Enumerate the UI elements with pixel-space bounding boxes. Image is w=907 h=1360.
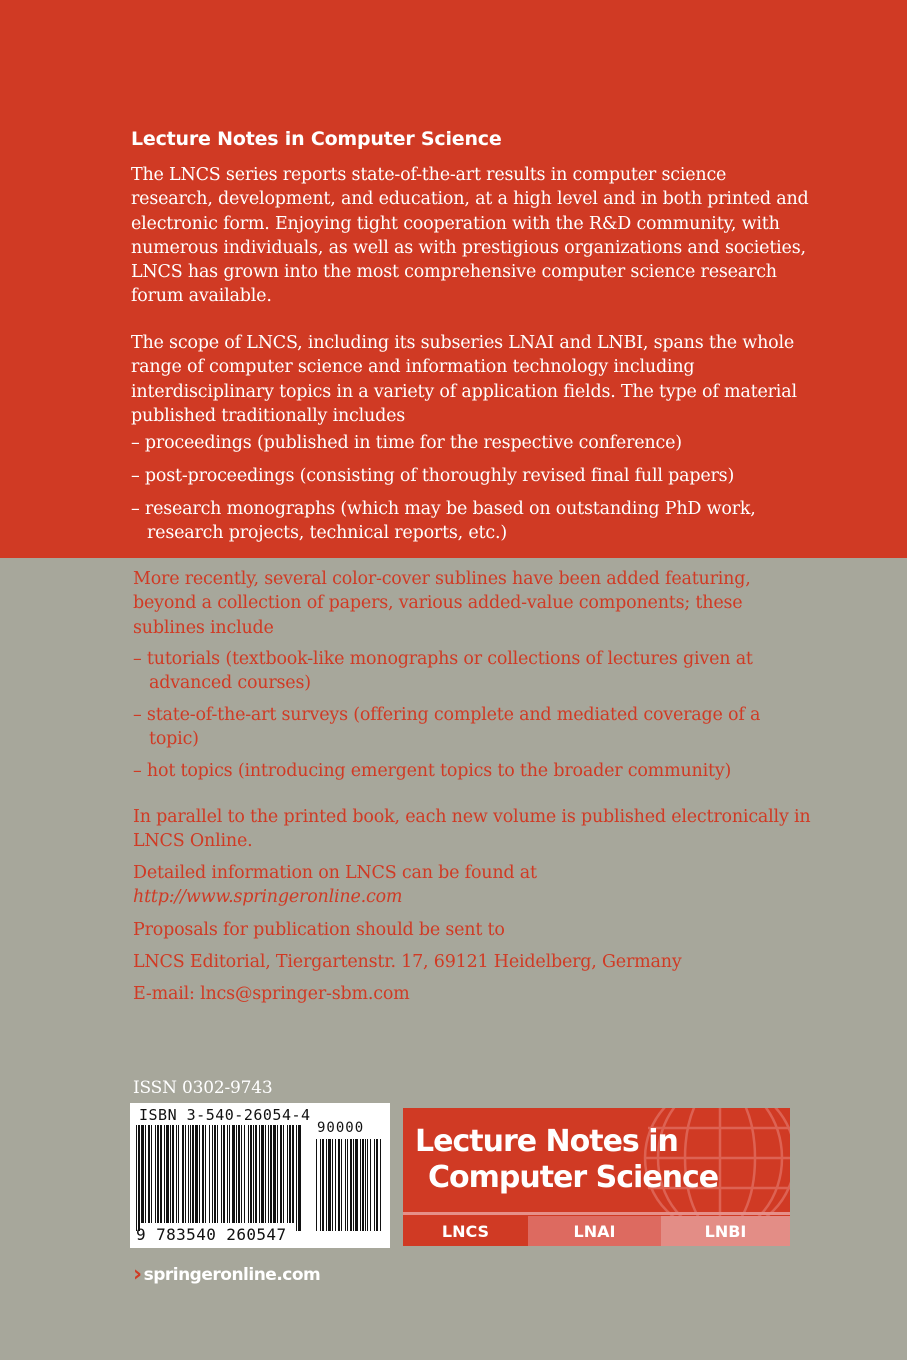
barcode-bar (209, 1125, 210, 1223)
email-line: E-mail: lncs@springer-sbm.com (133, 984, 410, 1004)
barcode-bar (374, 1139, 375, 1231)
ean-digits: 9 783540 260547 (136, 1225, 287, 1244)
editorial-address: LNCS Editorial, Tiergartenstr. 17, 69121 Heidelberg, Germany (133, 952, 682, 972)
tab-lnai: LNAI (528, 1216, 661, 1246)
barcode-bar (316, 1139, 317, 1231)
barcode-bar (141, 1125, 144, 1223)
lncs-logo (403, 1108, 790, 1246)
series-heading: Lecture Notes in Computer Science (131, 128, 502, 150)
barcode-bar (176, 1125, 177, 1223)
barcode-bar (320, 1139, 321, 1231)
barcode-bar (205, 1125, 206, 1223)
barcode-bar (248, 1125, 249, 1223)
barcode-bar (217, 1125, 218, 1223)
barcode-bar (259, 1125, 260, 1223)
logo-line-2: Computer Science (428, 1160, 719, 1195)
chevron-right-icon: › (133, 1262, 142, 1287)
barcode-bar (190, 1125, 191, 1223)
publisher-site[interactable] (133, 1262, 320, 1287)
barcode-bar (280, 1125, 282, 1223)
barcode-bar (253, 1125, 254, 1223)
barcode-bar (261, 1125, 264, 1223)
list-item: – proceedings (published in time for the respective conference) (131, 433, 682, 453)
info-line: Detailed information on LNCS can be found at (133, 863, 537, 883)
online-paragraph: In parallel to the printed book, each new volume is published electronically in LNCS Online. (133, 807, 811, 852)
barcode-bar (241, 1125, 242, 1223)
barcode-bar (326, 1139, 327, 1231)
tab-lnbi: LNBI (661, 1216, 790, 1246)
list-item: – research monographs (which may be based on outstanding PhD work, research projects, technical reports, etc.) (131, 499, 756, 544)
barcode-bar (229, 1125, 230, 1223)
logo-line-1: Lecture Notes in (415, 1124, 678, 1159)
barcode-bar (157, 1125, 159, 1223)
barcode-bar (155, 1125, 156, 1223)
barcode-bar (199, 1125, 200, 1223)
logo-divider (403, 1212, 790, 1215)
barcode-bar (182, 1125, 184, 1223)
intro-paragraph: The LNCS series reports state-of-the-art results in computer science research, development, and education, at a high level and in both printed and electronic form. Enjoying tight cooperation with the R&D community, with numerous individuals, as well as with prestigious organizations and societies, LNCS has grown into the most comprehensive computer science research forum available. (131, 165, 809, 307)
barcode-bar (195, 1125, 198, 1223)
price-code: 90000 (317, 1120, 365, 1136)
barcode-bar (347, 1139, 348, 1231)
barcode-bar (270, 1125, 272, 1223)
publisher-site-label: springeronline.com (143, 1264, 321, 1285)
barcode-bar (170, 1125, 171, 1223)
barcode-bar (232, 1125, 235, 1223)
barcode-bar (328, 1139, 331, 1231)
barcode-bar (335, 1139, 336, 1231)
barcode-bar (236, 1125, 237, 1223)
barcode-bar (350, 1139, 352, 1231)
barcode-bar (365, 1139, 366, 1231)
barcode-bar (362, 1139, 364, 1231)
barcode-bar (221, 1125, 222, 1223)
barcode-bar (296, 1125, 297, 1231)
website-link[interactable]: http://www.springeronline.com (133, 887, 403, 907)
barcode-bar (353, 1139, 354, 1231)
barcode-bar (345, 1139, 346, 1231)
list-item: – state-of-the-art surveys (offering complete and mediated coverage of a topic) (133, 705, 761, 750)
barcode-bar (360, 1139, 361, 1231)
proposals-line: Proposals for publication should be sent to (133, 920, 505, 940)
barcode-bar (166, 1125, 169, 1223)
barcode-bar (277, 1125, 278, 1223)
barcode-bar (148, 1125, 150, 1223)
barcode-bar (332, 1139, 333, 1231)
barcode-bar (214, 1125, 216, 1223)
barcode-bar (151, 1125, 152, 1223)
barcode-bar (238, 1125, 240, 1223)
barcode-bar (338, 1139, 340, 1231)
barcode-bar (160, 1125, 162, 1223)
barcode-bar (322, 1139, 324, 1231)
barcode-bar (370, 1139, 371, 1231)
scope-paragraph: The scope of LNCS, including its subseries LNAI and LNBI, spans the whole range of computer science and information technology including interdisciplinary topics in a variety of application fields. The type of material published traditionally includes (131, 333, 797, 426)
barcode-bar (202, 1125, 204, 1223)
barcode-bar (244, 1125, 245, 1223)
barcode-bar (164, 1125, 165, 1223)
barcode-bar (292, 1125, 294, 1223)
barcode-bar (283, 1125, 284, 1223)
list-item: – post-proceedings (consisting of thoroughly revised final full papers) (131, 466, 735, 486)
barcode-bar (298, 1125, 301, 1231)
barcode-bar (255, 1125, 257, 1223)
isbn-number: ISBN 3-540-26054-4 (139, 1106, 311, 1124)
barcode-bar (341, 1139, 342, 1231)
barcode-bar (265, 1125, 266, 1223)
barcode-bar (223, 1125, 225, 1223)
list-item: – hot topics (introducing emergent topics to the broader community) (133, 761, 732, 781)
barcode-bar (367, 1139, 368, 1231)
sublines-paragraph: More recently, several color-cover sublines have been added featuring, beyond a collection of papers, various added-value components; these sublines include (133, 569, 751, 638)
barcode-bar (289, 1125, 291, 1223)
barcode-bar (145, 1125, 146, 1223)
barcode-bar (192, 1125, 194, 1223)
barcode-bar (273, 1125, 276, 1223)
barcode-bar (355, 1139, 358, 1231)
barcode-bar (188, 1125, 189, 1223)
barcode-bar (287, 1125, 288, 1223)
logo-tabs (403, 1216, 790, 1246)
barcode-bar (376, 1139, 378, 1231)
barcode-bar (178, 1125, 179, 1223)
barcode-bar (138, 1125, 140, 1231)
barcode-bar (212, 1125, 213, 1223)
barcode-bar (185, 1125, 186, 1223)
barcode-bar (268, 1125, 269, 1223)
barcode-bar (250, 1125, 252, 1223)
barcode (130, 1103, 390, 1248)
barcode-bar (380, 1139, 381, 1231)
list-item: – tutorials (textbook-like monographs or collections of lectures given at advanced courses) (133, 649, 753, 694)
tab-lncs: LNCS (403, 1216, 528, 1246)
barcode-bar (227, 1125, 228, 1223)
issn-number: ISSN 0302-9743 (133, 1078, 273, 1098)
barcode-bar (136, 1125, 137, 1231)
barcode-bar (172, 1125, 174, 1223)
